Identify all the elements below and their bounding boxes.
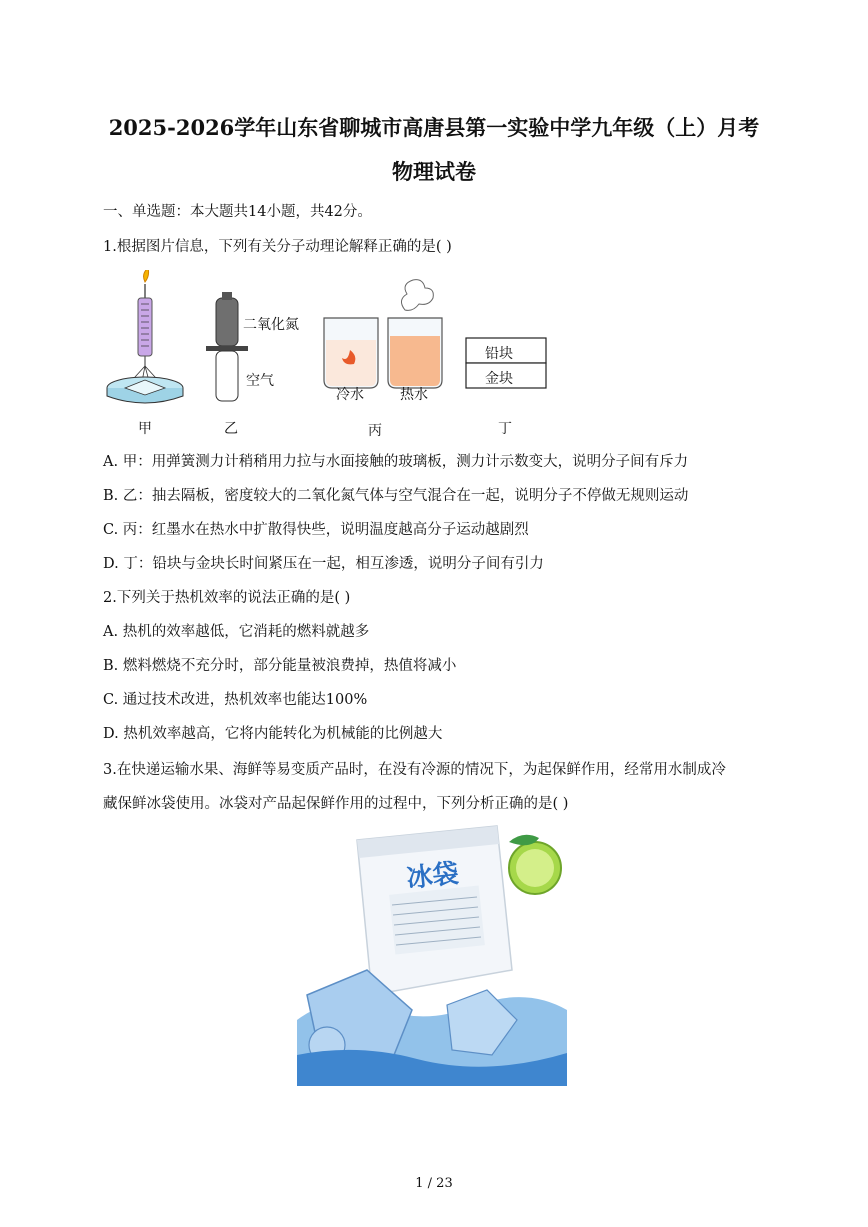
label-ding: 丁 xyxy=(498,421,512,437)
label-no2: 二氧化氮 xyxy=(243,317,299,333)
q1-figure xyxy=(100,270,560,440)
q3-stem-line2: 藏保鲜冰袋使用。冰袋对产品起保鲜作用的过程中，下列分析正确的是( ) xyxy=(103,796,569,812)
ice-bag-label: 冰袋 xyxy=(405,858,461,895)
q1-option-a: A. 甲：用弹簧测力计稍稍用力拉与水面接触的玻璃板，测力计示数变大，说明分子间有斥力 xyxy=(103,454,689,470)
label-yi: 乙 xyxy=(224,421,238,437)
label-jia: 甲 xyxy=(138,421,152,437)
jia-apparatus xyxy=(107,270,183,403)
label-air: 空气 xyxy=(246,373,274,389)
q2-option-a: A. 热机的效率越低，它消耗的燃料就越多 xyxy=(103,624,370,640)
q3-stem-line1: 3.在快递运输水果、海鲜等易变质产品时，在没有冷源的情况下，为起保鲜作用，经常用水制成冷 xyxy=(103,762,726,778)
exam-title-line1: 2025-2026学年山东省聊城市高唐县第一实验中学九年级（上）月考 xyxy=(108,115,760,140)
q1-option-d: D. 丁：铅块与金块长时间紧压在一起，相互渗透，说明分子间有引力 xyxy=(103,556,544,572)
label-hot-water: 热水 xyxy=(400,387,428,403)
label-cold-water: 冷水 xyxy=(336,387,364,403)
q1-option-b: B. 乙：抽去隔板，密度较大的二氧化氮气体与空气混合在一起，说明分子不停做无规则运动 xyxy=(103,488,689,504)
q2-option-c: C. 通过技术改进，热机效率也能达100% xyxy=(103,692,368,708)
ice-bag-image xyxy=(297,820,567,1086)
yi-apparatus xyxy=(206,292,248,401)
q1-stem: 1.根据图片信息，下列有关分子动理论解释正确的是( ) xyxy=(103,239,452,255)
page-number: 1 / 23 xyxy=(415,1176,453,1191)
label-gold-block: 金块 xyxy=(485,371,513,387)
section-heading: 一、单选题：本大题共14小题，共42分。 xyxy=(103,204,372,220)
q2-stem: 2.下列关于热机效率的说法正确的是( ) xyxy=(103,590,351,606)
q1-option-c: C. 丙：红墨水在热水中扩散得快些，说明温度越高分子运动越剧烈 xyxy=(103,522,529,538)
exam-title-line2: 物理试卷 xyxy=(392,159,476,184)
label-bing: 丙 xyxy=(368,423,382,439)
q2-option-d: D. 热机效率越高，它将内能转化为机械能的比例越大 xyxy=(103,726,443,742)
q2-option-b: B. 燃料燃烧不充分时，部分能量被浪费掉，热值将减小 xyxy=(103,658,457,674)
label-lead-block: 铅块 xyxy=(485,346,513,362)
bing-apparatus xyxy=(324,280,442,388)
